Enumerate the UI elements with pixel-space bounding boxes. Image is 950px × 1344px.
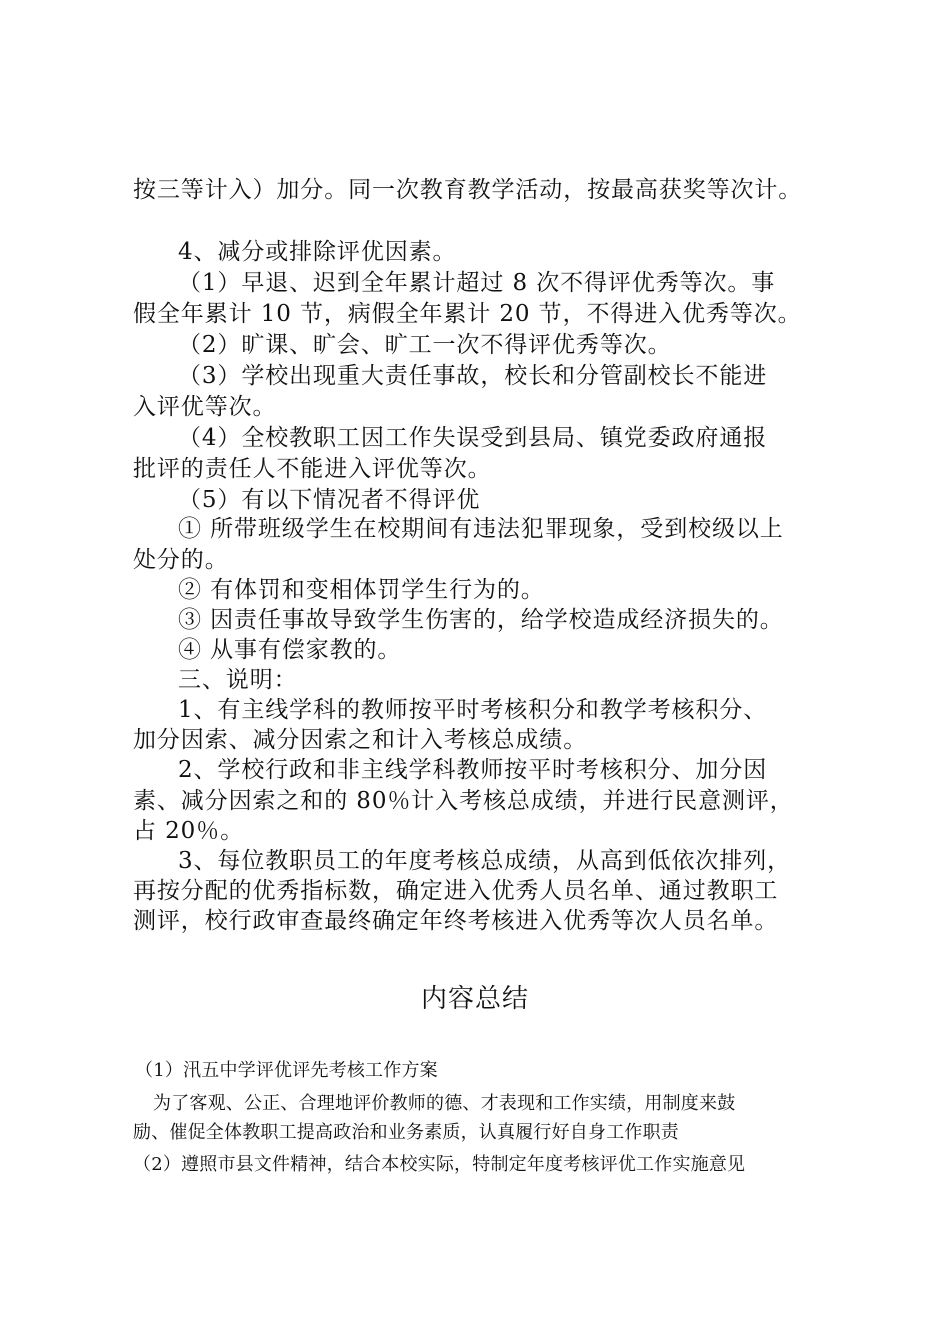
body-line: 按三等计入）加分。同一次教育教学活动，按最高获奖等次计。 [133, 177, 803, 203]
list-item: ① 所带班级学生在校期间有违法犯罪现象，受到校级以上 [178, 516, 784, 542]
body-line: 占 20％。 [133, 818, 244, 844]
summary-line: 为了客观、公正、合理地评价教师的德、才表现和工作实绩，用制度来鼓 [153, 1093, 736, 1114]
body-line: 批评的责任人不能进入评优等次。 [133, 456, 492, 482]
summary-title: 内容总结 [420, 984, 529, 1014]
section-heading: 三、说明： [178, 667, 298, 693]
body-line: 2、学校行政和非主线学科教师按平时考核积分、加分因 [178, 757, 768, 783]
list-item: ② 有体罚和变相体罚学生行为的。 [178, 577, 545, 603]
body-line: （3）学校出现重大责任事故，校长和分管副校长不能进 [178, 363, 768, 389]
body-line: （4）全校教职工因工作失误受到县局、镇党委政府通报 [178, 425, 768, 451]
body-line: （1）早退、迟到全年累计超过 8 次不得评优秀等次。事 [178, 270, 776, 296]
body-line: 3、每位教职员工的年度考核总成绩，从高到低依次排列， [178, 848, 792, 874]
body-line: 再按分配的优秀指标数，确定进入优秀人员名单、通过教职工 [133, 878, 779, 904]
summary-line: （2）遵照市县文件精神，结合本校实际，特制定年度考核评优工作实施意见 [133, 1154, 746, 1175]
body-line: 入评优等次。 [133, 394, 277, 420]
body-line: 1、有主线学科的教师按平时考核积分和教学考核积分、 [178, 697, 768, 723]
body-line: （2）旷课、旷会、旷工一次不得评优秀等次。 [178, 332, 672, 358]
body-line: 加分因索、减分因索之和计入考核总成绩。 [133, 727, 588, 753]
list-item: ③ 因责任事故导致学生伤害的，给学校造成经济损失的。 [178, 607, 784, 633]
list-item: ④ 从事有偿家教的。 [178, 637, 402, 663]
body-line: 测评，校行政审查最终确定年终考核进入优秀等次人员名单。 [133, 908, 779, 934]
body-line: 处分的。 [133, 547, 229, 573]
body-line: 假全年累计 10 节，病假全年累计 20 节，不得进入优秀等次。 [133, 301, 802, 327]
section-heading: 4、减分或排除评优因素。 [178, 239, 457, 265]
body-line: 素、减分因索之和的 80％计入考核总成绩，并进行民意测评， [133, 788, 794, 814]
body-line: （5）有以下情况者不得评优 [178, 487, 481, 513]
summary-line: （1）汛五中学评优评先考核工作方案 [135, 1060, 438, 1081]
summary-line: 励、催促全体教职工提高政治和业务素质，认真履行好自身工作职责 [133, 1122, 679, 1143]
